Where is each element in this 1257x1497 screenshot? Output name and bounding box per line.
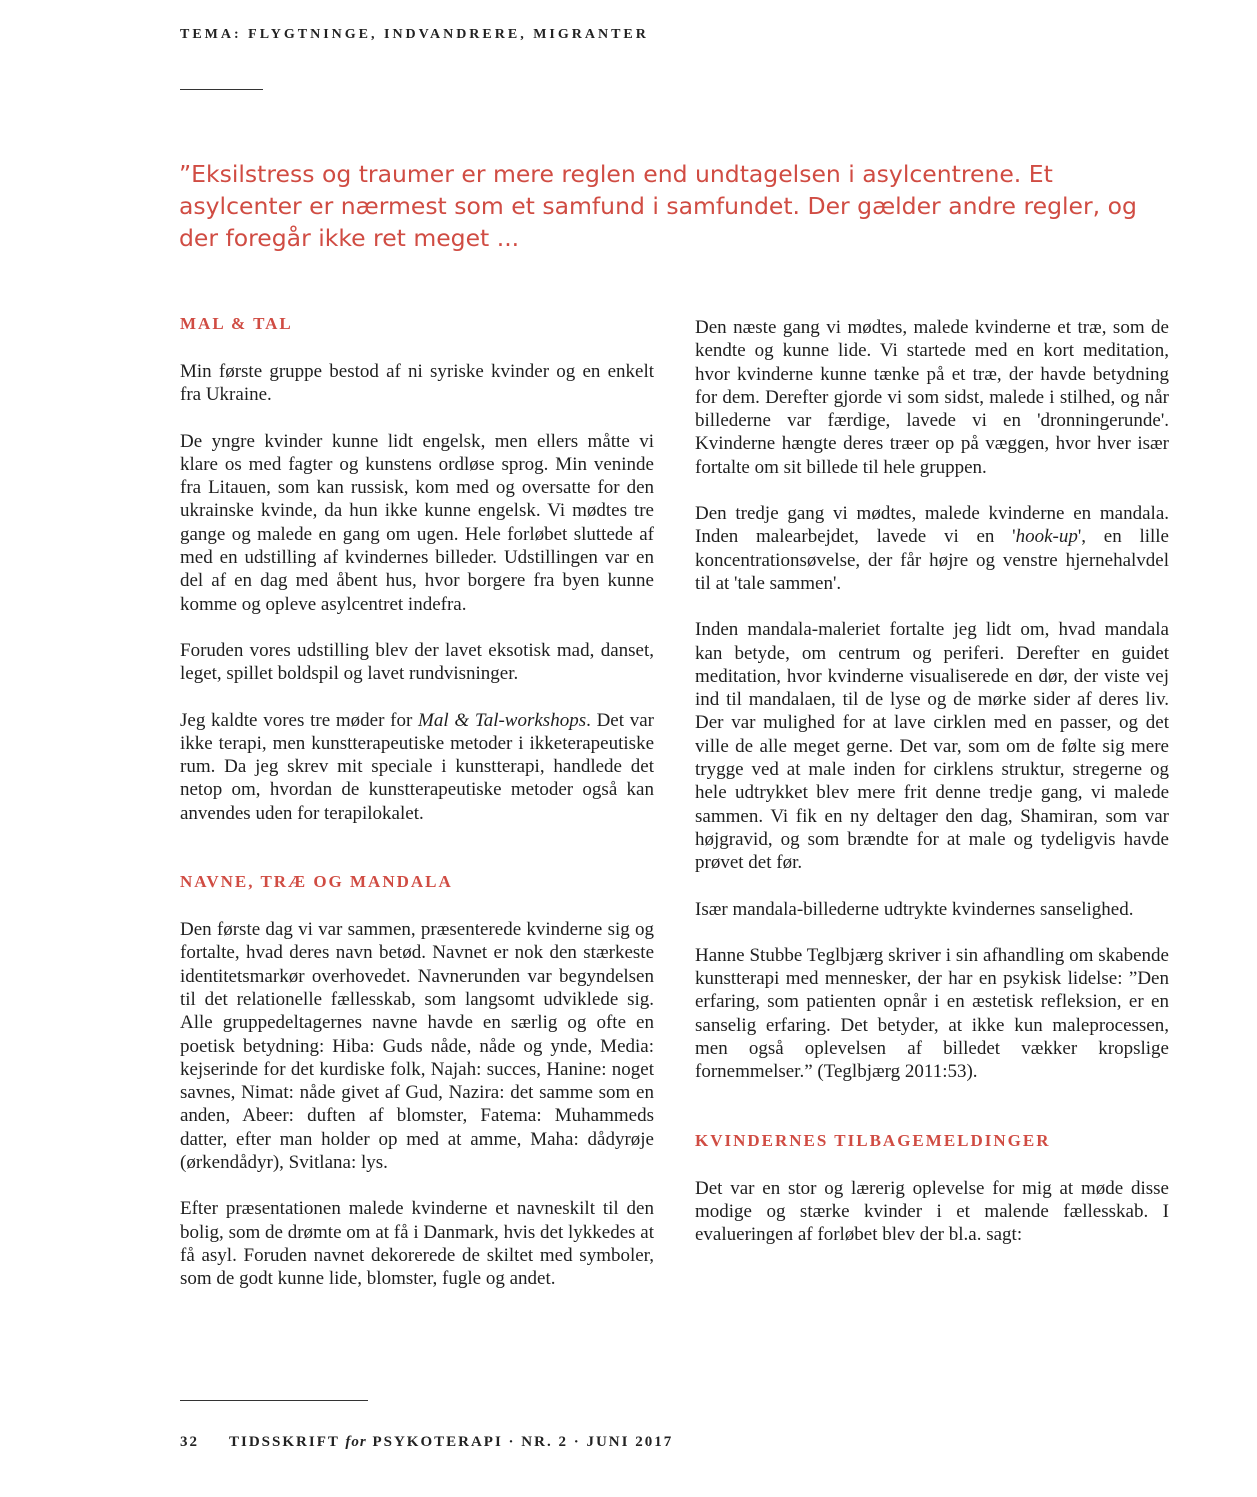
- journal-title: [229, 1434, 673, 1451]
- header-rule: [180, 89, 263, 90]
- text-run: Den tredje gang vi mødtes, malede kvinderne en mandala. Inden malearbejdet, lavede vi en ': [695, 503, 1169, 548]
- text-run: . Det var ikke terapi, men kunstterapeutiske metoder i ikketerapeutiske rum. Da jeg skrev mit speciale i kunstterapi, handlede det netop om, hvordan de kunstterapeutiske metoder også kan anvendes uden for terapilokalet.: [180, 709, 654, 824]
- section-heading-navne: NAVNE, TRÆ OG MANDALA: [180, 872, 453, 892]
- theme-header: TEMA: FLYGTNINGE, INDVANDRERE, MIGRANTER: [180, 27, 649, 42]
- emphasis: hook-up: [1015, 526, 1078, 548]
- paragraph: Det var en stor og lærerig oplevelse for mig at møde disse modige og stærke kvinder i et malende fællesskab. I evalueringen af forløbet blev der bl.a. sagt:: [695, 1177, 1169, 1246]
- paragraph: De yngre kvinder kunne lidt engelsk, men ellers måtte vi klare os med fagter og kunstens ordløse sprog. Min veninde fra Litauen, som kan russisk, kom med og oversatte for den ukrainske kvinde, da hun ikke kunne engelsk. Vi mødtes tre gange og malede en gang om ugen. Hele forløbet sluttede af med en udstilling af kvindernes billeder. Udstillingen var en del af en dag med åbent hus, hvor borgere fra byen kunne komme og opleve asylcentret indefra.: [180, 430, 654, 615]
- paragraph: Min første gruppe bestod af ni syriske kvinder og en enkelt fra Ukraine.: [180, 361, 654, 406]
- paragraph: Den næste gang vi mødtes, malede kvinderne et træ, som de kendte og kunne lide. Vi startede med en kort meditation, hvor kvinderne kunne tænke på et træ, der havde betydning for dem. Derefter gjorde vi som sidst, malede i stilhed, og når billederne var færdige, lavede vi en 'dronningerunde'. Kvinderne hængte deres træer op på væggen, hvor hver især fortalte om sit billede til hele gruppen.: [695, 317, 1169, 478]
- text-run: Jeg kaldte vores tre møder for: [180, 709, 419, 731]
- footer-rule: [180, 1400, 368, 1401]
- right-column: [695, 316, 1169, 1270]
- pull-quote: ”Eksilstress og traumer er mere reglen end undtagelsen i asylcentrene. Et asylcenter er nærmest som et samfund i samfundet. Der gælder andre regler, og der foregår ikke ret meget ...: [179, 160, 1137, 252]
- issue-info: · NR. 2 · JUNI 2017: [508, 1434, 674, 1450]
- section-heading-tilbagemeldinger: KVINDERNES TILBAGEMELDINGER: [695, 1130, 1051, 1150]
- journal-title-part: PSYKOTERAPI: [366, 1434, 503, 1450]
- text-run: ', en lille koncentrationsøvelse, der får højre og venstre hjernehalvdel til at 'tale sammen'.: [695, 526, 1169, 594]
- paragraph: [695, 502, 1169, 595]
- paragraph: Den første dag vi var sammen, præsenterede kvinderne sig og fortalte, hvad deres navn betød. Navnet er nok den stærkeste identitetsmarkør overhovedet. Navnerunden var begyndelsen til det relationelle fællesskab, som langsomt udviklede sig. Alle gruppedeltagernes navne havde en særlig og ofte en poetisk betydning: Hiba: Guds nåde, nåde og ynde, Media: kejserinde for det kurdiske folk, Najah: succes, Hanine: noget savnes, Nimat: nåde givet af Gud, Nazira: det samme som en anden, Abeer: duften af blomster, Fatema: Muhammeds datter, efter man holder op med at amme, Maha: dådyrøje (ørkendådyr), Svitlana: lys.: [180, 919, 654, 1174]
- page-number: 32: [180, 1434, 199, 1450]
- journal-title-for: for: [345, 1434, 367, 1450]
- section-heading-mal-tal: MAL & TAL: [180, 314, 293, 333]
- paragraph: Efter præsentationen malede kvinderne et navneskilt til den bolig, som de drømte om at få i Danmark, hvis det lykkedes at få asyl. Foruden navnet dekorerede de skiltet med symboler, som de godt kunne lide, blomster, fugle og andet.: [180, 1198, 654, 1290]
- emphasis: Mal & Tal-workshops: [418, 709, 587, 731]
- page-footer: [180, 1434, 673, 1451]
- paragraph: Foruden vores udstilling blev der lavet eksotisk mad, danset, leget, spillet boldspil og lavet rundvisninger.: [180, 639, 654, 685]
- left-column: [180, 312, 654, 1314]
- journal-title-part: TIDSSKRIFT: [229, 1434, 346, 1450]
- paragraph: [180, 709, 654, 825]
- paragraph: Inden mandala-maleriet fortalte jeg lidt om, hvad mandala kan betyde, om centrum og periferi. Derefter en guidet meditation, hvor kvinderne visualiserede en dør, der viste vej ind til mandalaen, til de lyse og de mørke sider af deres liv. Der var mulighed for at lave cirklen med en passer, og det ville de alle meget gerne. Det var, som om de følte sig mere trygge ved at male inden for cirklens struktur, stregerne og hele udtrykket blev mere frit denne tredje gang, vi malede sammen. Vi fik en ny deltager den dag, Shamiran, som var højgravid, og som brændte for at male og tydeligvis havde prøvet det før.: [695, 619, 1169, 874]
- paragraph: Især mandala-billederne udtrykte kvindernes sanselighed.: [695, 898, 1134, 920]
- paragraph: Hanne Stubbe Teglbjærg skriver i sin afhandling om skabende kunstterapi med mennesker, der har en psykisk lidelse: ”Den erfaring, som patienten opnår i en æstetisk refleksion, er en sanselig erfaring. Det betyder, at ikke kun maleprocessen, men også oplevelsen af billedet vækker kropslige fornemmelser.” (Teglbjærg 2011:53).: [695, 944, 1169, 1083]
